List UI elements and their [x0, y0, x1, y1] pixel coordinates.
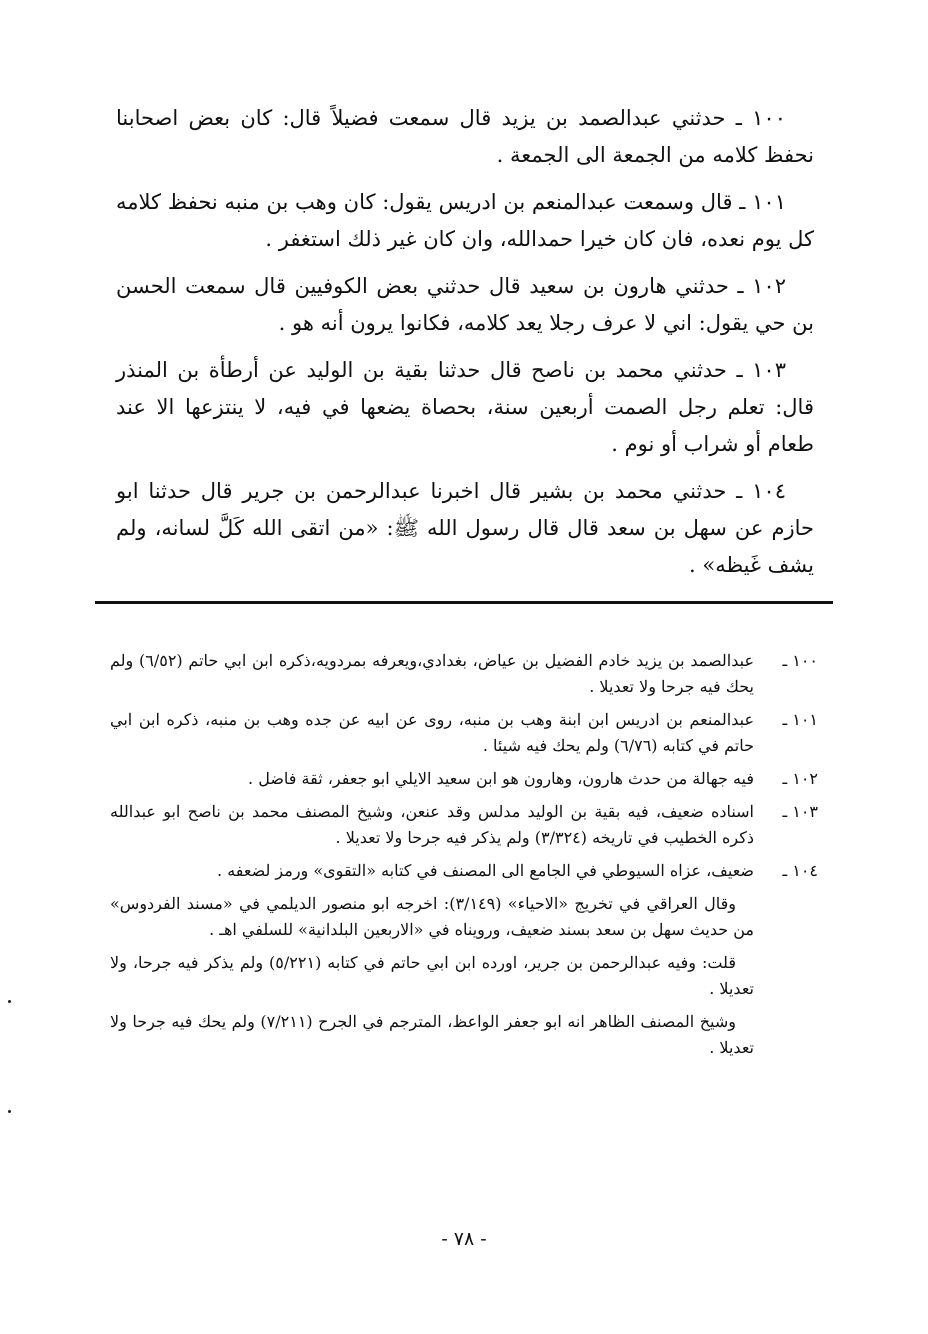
footnote-101	[110, 707, 818, 759]
footnote-continuation-text: وقال العراقي في تخريج «الاحياء» (٣/١٤٩): اخرجه ابو منصور الديلمي في «مسند الفردوس» من حديث سهل بن سعد بسند ضعيف، ورويناه في «الاربعين البلدانية» للسلفي اهـ .	[110, 894, 754, 939]
scan-speck	[8, 1110, 11, 1113]
footnote-104-continuation-iraqi	[110, 891, 818, 943]
footnote-text: عبدالصمد بن يزيد خادم الفضيل بن عياض، بغدادي،ويعرفه بمردويه،ذكره ابن ابي حاتم (٦/٥٢) ولم يحك فيه جرحا ولا تعديلا .	[110, 651, 754, 696]
footnote-number: ١٠٢ ـ	[782, 769, 818, 788]
footnote-separator-rule	[95, 601, 833, 604]
footnote-number: ١٠٤ ـ	[782, 861, 818, 880]
footnote-text: اسناده ضعيف، فيه بقية بن الوليد مدلس وقد عنعن، وشيخ المصنف محمد بن ناصح ابو عبدالله ذكره الخطيب في تاريخه (٣/٣٢٤) ولم يذكر فيه جرحا ولا تعديلا .	[110, 802, 755, 847]
footnote-text: ضعيف، عزاه السيوطي في الجامع الى المصنف في كتابه «التقوى» ورمز لضعفه .	[217, 861, 754, 880]
footnote-text: فيه جهالة من حدث هارون، وهارون هو ابن سعيد الايلي ابو جعفر، ثقة فاضل .	[248, 769, 754, 788]
footnote-104-continuation-sheikh	[110, 1009, 818, 1061]
footnote-102	[110, 766, 818, 792]
footnote-continuation-text: وشيخ المصنف الظاهر انه ابو جعفر الواعظ، المترجم في الجرح (٧/٢١١) ولم يحك فيه جرحا ولا تعديلا .	[110, 1012, 754, 1057]
footnote-104-continuation-comment	[110, 950, 818, 1002]
footnote-number: ١٠٠ ـ	[782, 651, 818, 670]
footnote-103	[110, 799, 818, 851]
footnote-text: عبدالمنعم بن ادريس ابن ابنة وهب بن منبه، روى عن ابيه عن جده وهب بن منبه، ذكره ابن ابي حاتم في كتابه (٦/٧٦) ولم يحك فيه شيئا .	[110, 710, 755, 755]
footnote-104	[110, 858, 818, 884]
hadith-paragraph-104: ١٠٤ ـ حدثني محمد بن بشير قال اخبرنا عبدالرحمن بن جرير قال حدثنا ابو حازم عن سهل بن سعد قال قال رسول الله ﷺ: «من اتقى الله كَلَّ لسانه، ولم يشف غَيظه» .	[116, 479, 814, 577]
scan-speck	[8, 1000, 11, 1003]
footnote-100	[110, 648, 818, 700]
footnotes-section	[110, 648, 818, 1068]
hadith-paragraph-100: ١٠٠ ـ حدثني عبدالصمد بن يزيد قال سمعت فضيلاً قال: كان بعض اصحابنا نحفظ كلامه من الجمعة الى الجمعة .	[116, 106, 814, 167]
page-number: - ٧٨ -	[441, 1228, 487, 1250]
main-text-body	[116, 100, 814, 594]
hadith-paragraph-102: ١٠٢ ـ حدثني هارون بن سعيد قال حدثني بعض الكوفيين قال سمعت الحسن بن حي يقول: اني لا عرف رجلا يعد كلامه، فكانوا يرون أنه هو .	[116, 274, 814, 335]
footnote-number: ١٠١ ـ	[782, 710, 818, 729]
hadith-paragraph-101: ١٠١ ـ قال وسمعت عبدالمنعم بن ادريس يقول: كان وهب بن منبه نحفظ كلامه كل يوم نعده، فان كان خيرا حمدالله، وان كان غير ذلك استغفر .	[116, 190, 814, 251]
hadith-paragraph-103: ١٠٣ ـ حدثني محمد بن ناصح قال حدثنا بقية بن الوليد عن أرطأة بن المنذر قال: تعلم رجل الصمت أربعين سنة، بحصاة يضعها في فيه، لا ينتزعها الا عند طعام أو شراب أو نوم .	[116, 358, 814, 456]
footnote-continuation-text: قلت: وفيه عبدالرحمن بن جرير، اورده ابن ابي حاتم في كتابه (٥/٢٢١) ولم يذكر فيه جرحا، ولا تعديلا .	[110, 953, 754, 998]
footnote-number: ١٠٣ ـ	[782, 802, 818, 821]
